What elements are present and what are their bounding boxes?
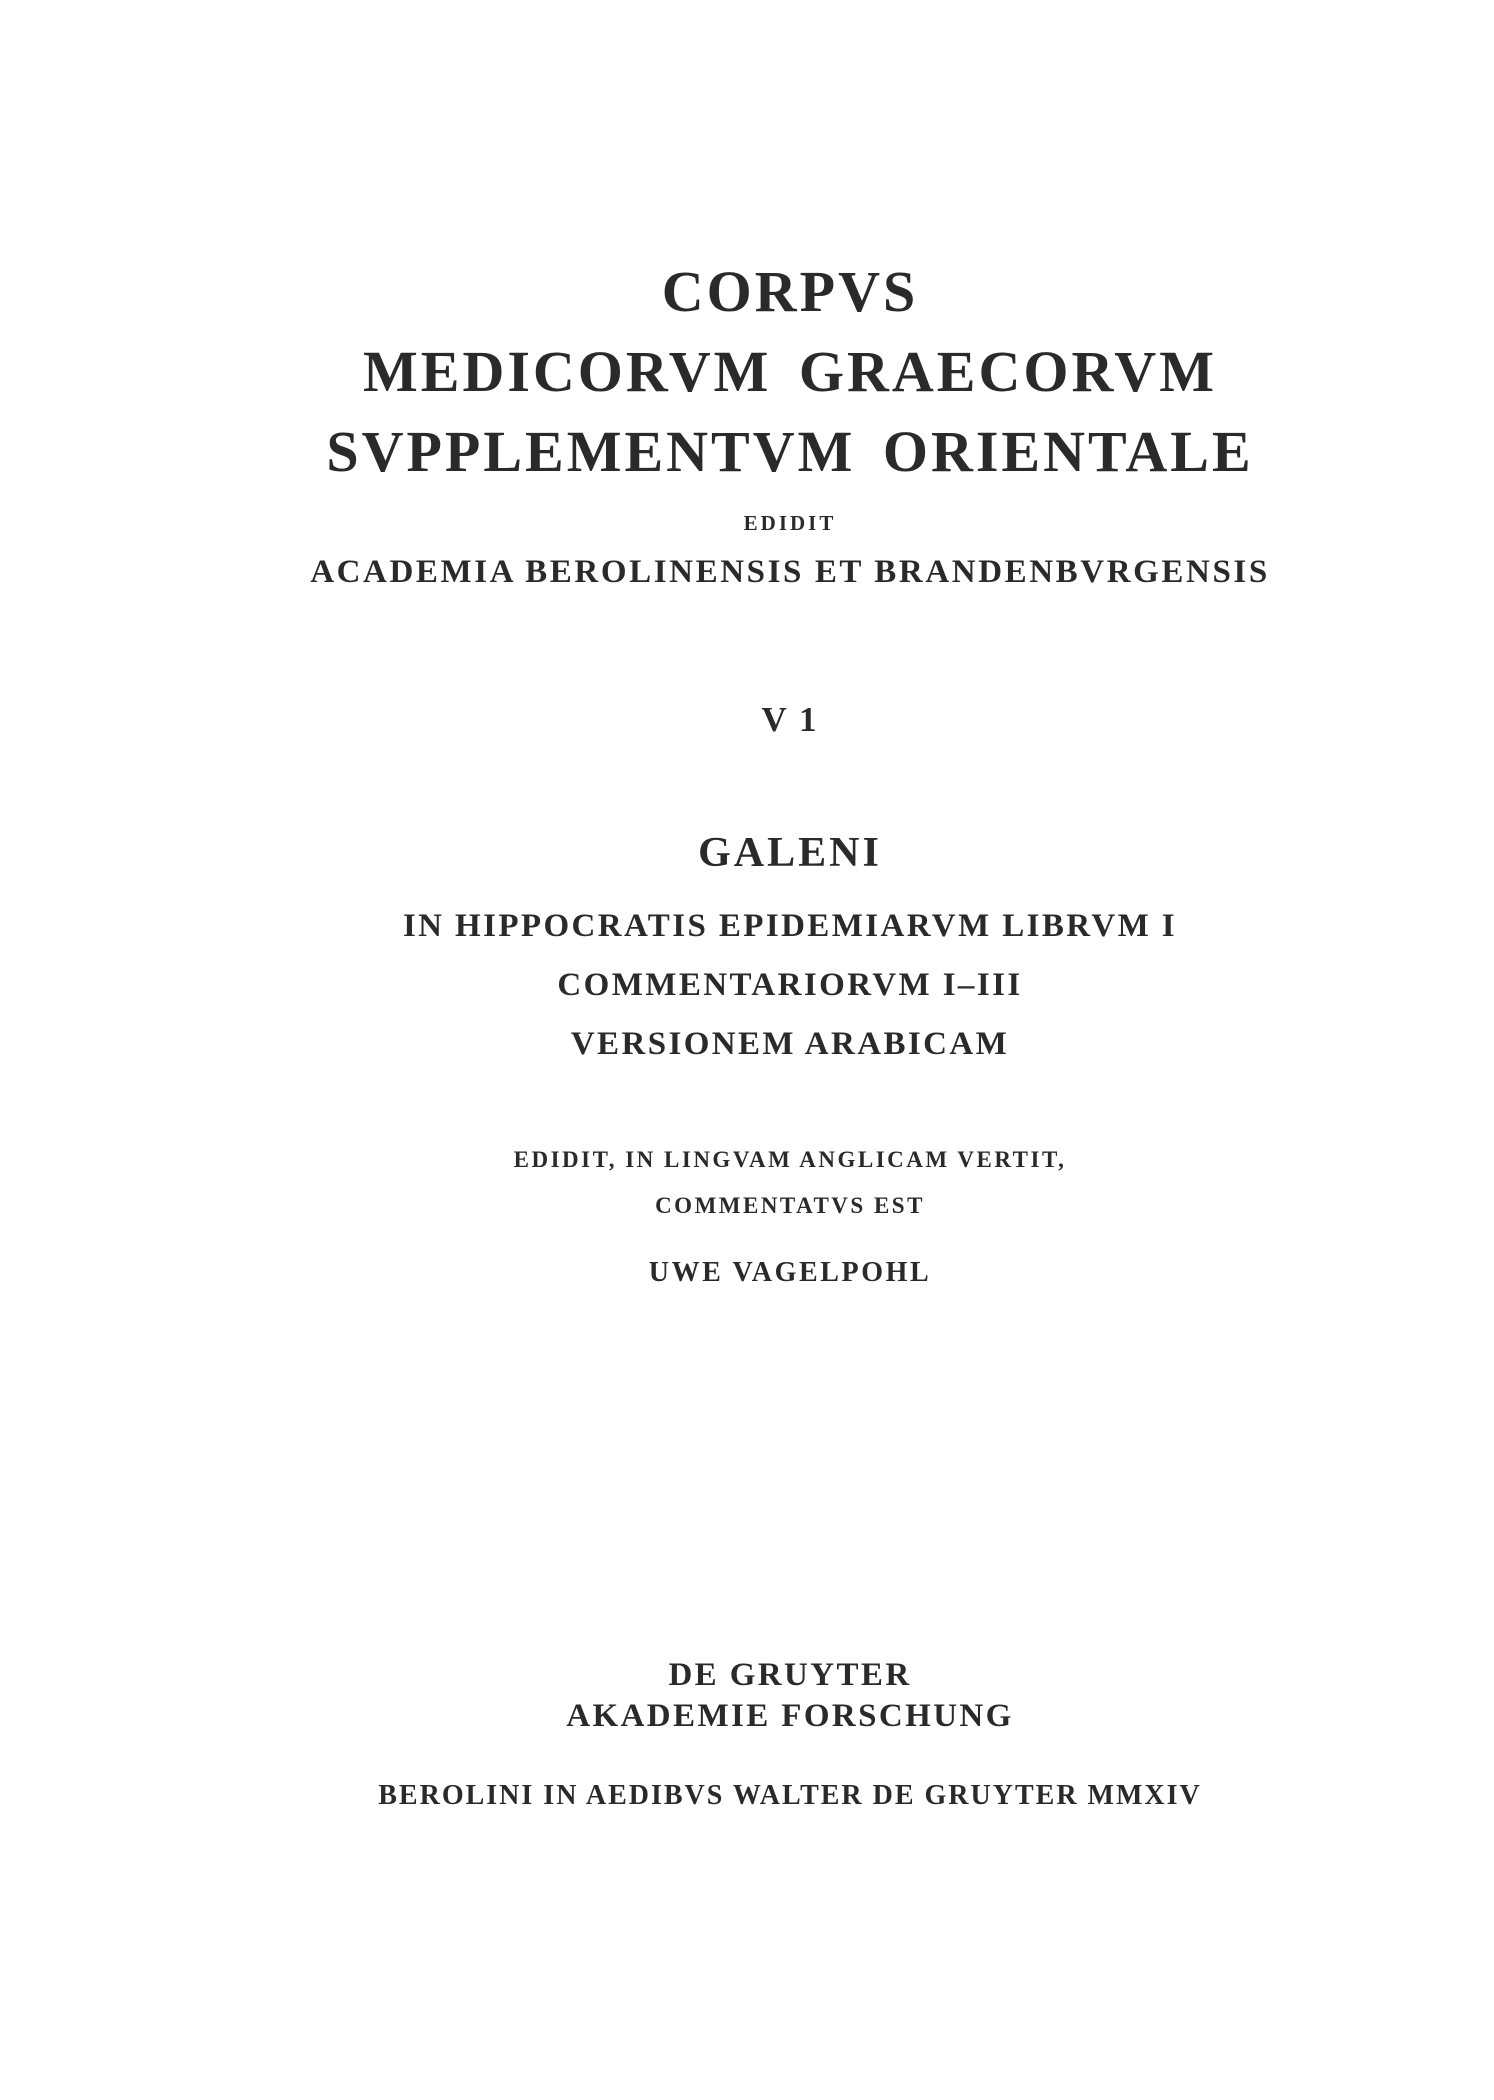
editor-name: UWE VAGELPOHL [648,1257,932,1288]
author-name: GALENI [698,830,882,876]
series-title-line-2: MEDICORVM GRAECORVM [363,339,1217,404]
series-title-line-1: CORPVS [661,259,919,324]
work-title-line-3: VERSIONEM ARABICAM [570,1026,1010,1062]
editor-note-line-1: EDIDIT, IN LINGVAM ANGLICAM VERTIT, [513,1147,1067,1172]
volume-number: V 1 [761,700,819,739]
publisher-line-2: AKADEMIE FORSCHUNG [566,1698,1014,1734]
edidit-label: EDIDIT [743,511,837,535]
imprint: BEROLINI IN AEDIBVS WALTER DE GRUYTER MMXIV [378,1780,1202,1811]
academy-name: ACADEMIA BEROLINENSIS ET BRANDENBVRGENSIS [310,554,1270,590]
series-title-line-3: SVPPLEMENTVM ORIENTALE [326,419,1254,484]
publisher-line-1: DE GRUYTER [668,1657,912,1693]
work-title-line-1: IN HIPPOCRATIS EPIDEMIARVM LIBRVM I [402,908,1178,944]
work-title-line-2: COMMENTARIORVM I–III [557,967,1023,1003]
editor-note-line-2: COMMENTATVS EST [655,1193,925,1218]
